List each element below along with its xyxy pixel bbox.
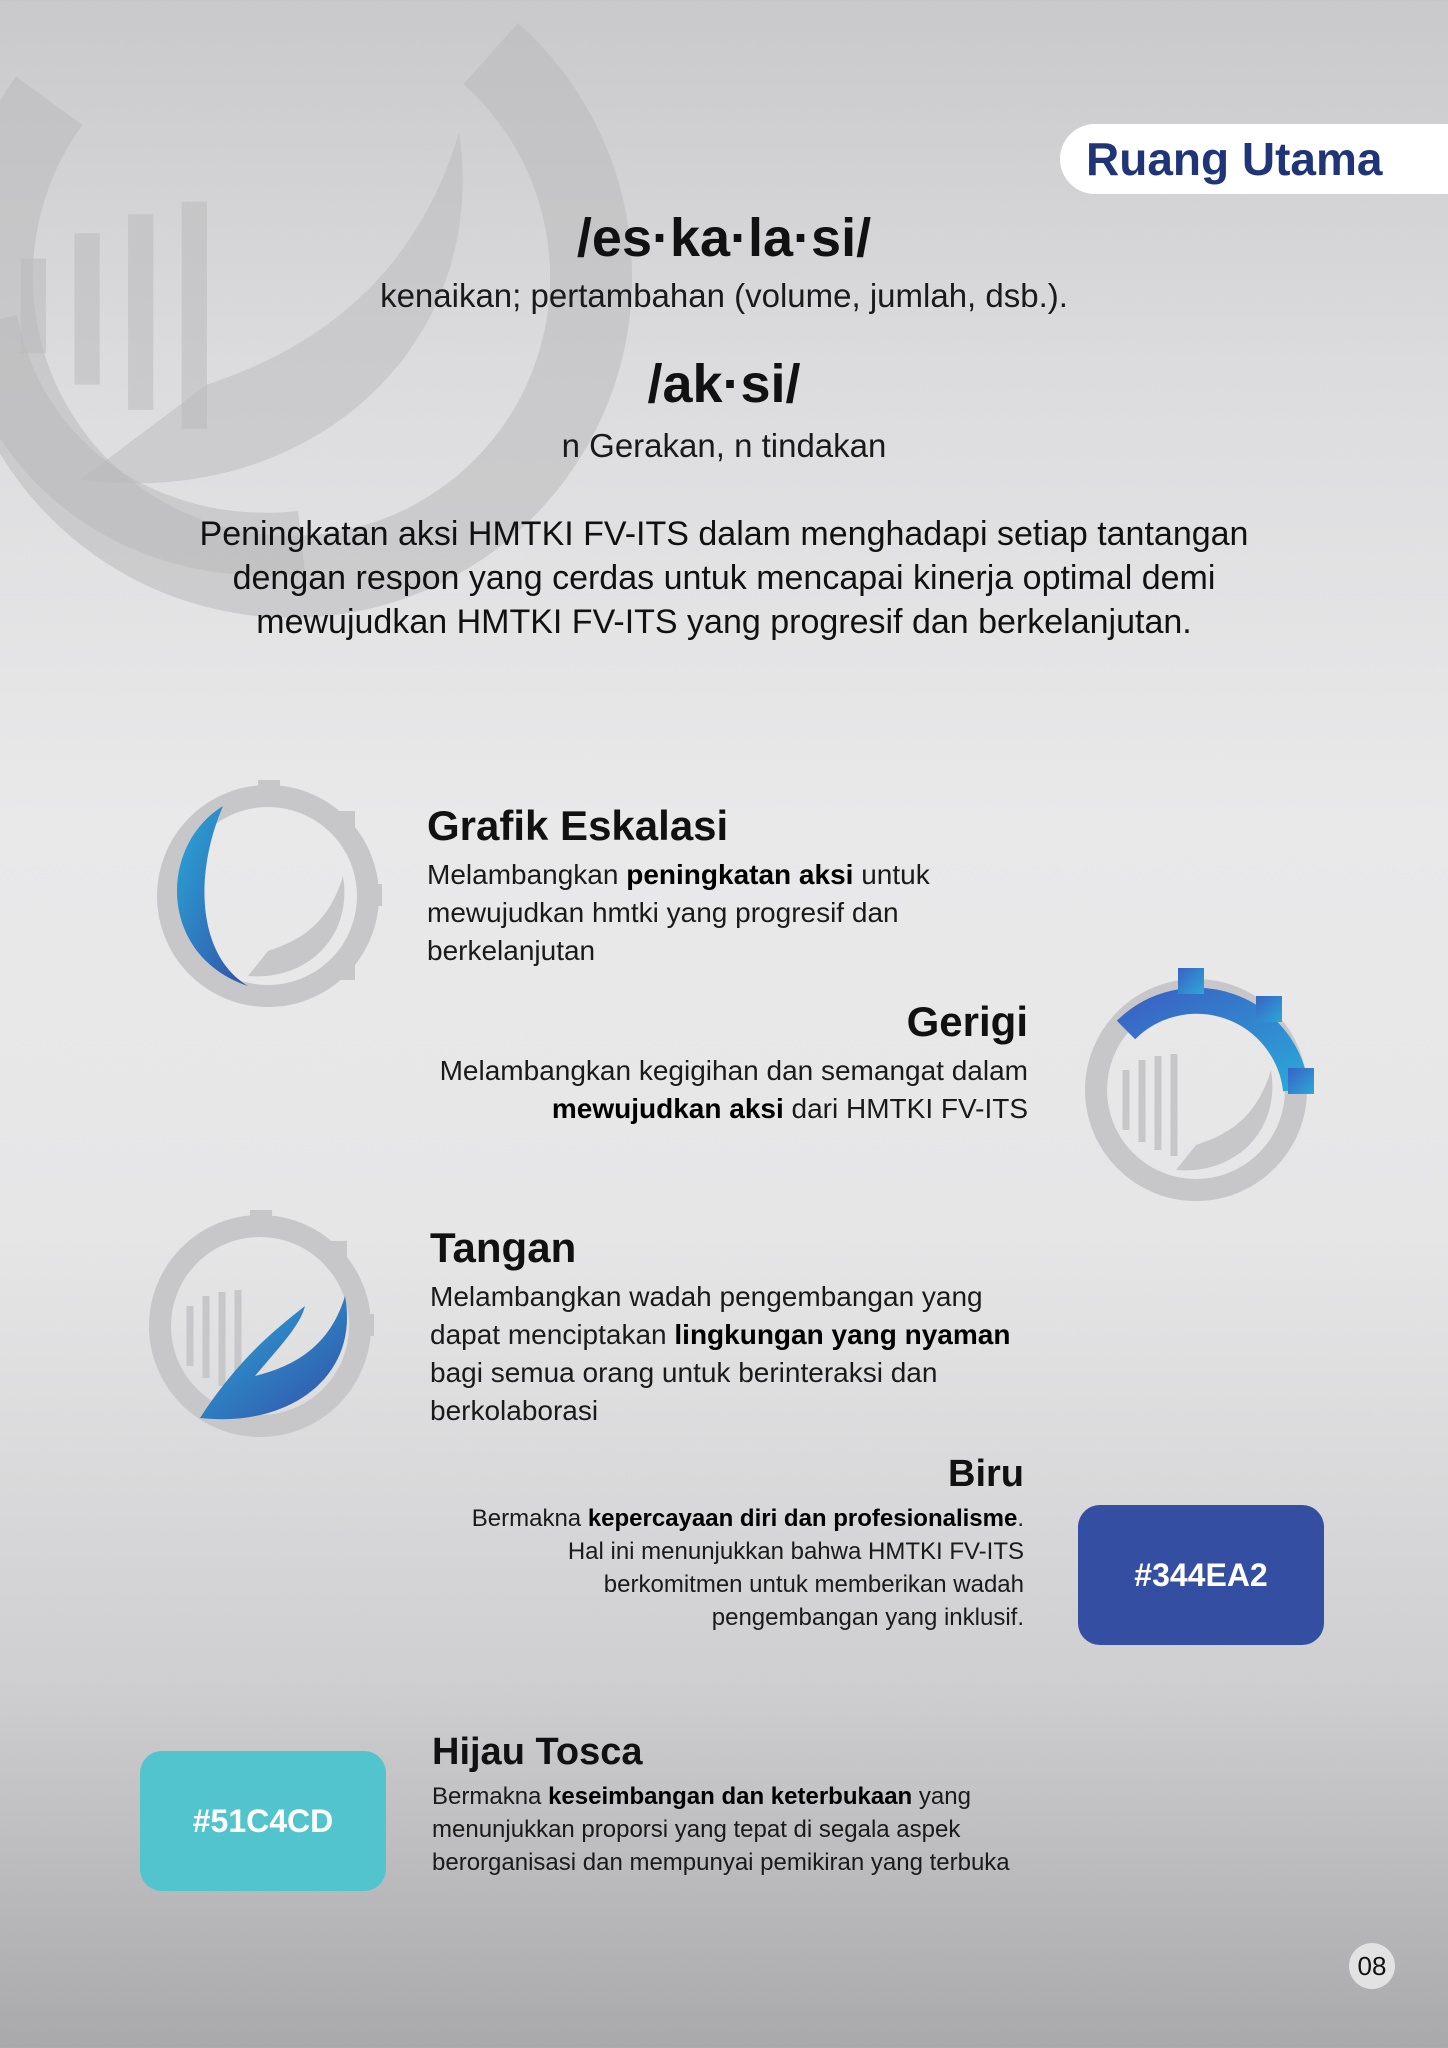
section-description: Melambangkan wadah pengembangan yang dapat menciptakan lingkungan yang nyaman bagi semua orang untuk berinteraksi dan berkolaborasi bbox=[430, 1281, 1011, 1426]
page-number: 08 bbox=[1349, 1943, 1395, 1989]
section-title: Tangan bbox=[430, 1224, 577, 1271]
section-hijau-tosca bbox=[432, 1728, 1032, 1879]
term-aksi: /ak·si/ bbox=[647, 354, 801, 414]
section-description: Bermakna kepercayaan diri dan profesionalisme. Hal ini menunjukkan bahwa HMTKI FV-ITS berkomitmen untuk memberikan wadah pengembangan yang inklusif. bbox=[471, 1505, 1024, 1631]
section-tangan bbox=[430, 1222, 1030, 1430]
section-grafik-eskalasi bbox=[427, 800, 1047, 970]
grafik-eskalasi-icon bbox=[138, 766, 398, 1026]
swatch-tosca: #51C4CD bbox=[140, 1751, 386, 1891]
section-title: Biru bbox=[948, 1453, 1024, 1495]
swatch-blue: #344EA2 bbox=[1078, 1505, 1324, 1645]
section-tag: Ruang Utama bbox=[1060, 124, 1448, 194]
definition-eskalasi: kenaikan; pertambahan (volume, jumlah, dsb.). bbox=[380, 277, 1068, 314]
section-description: Melambangkan kegigihan dan semangat dalam mewujudkan aksi dari HMTKI FV-ITS bbox=[439, 1055, 1028, 1124]
gerigi-icon bbox=[1066, 960, 1326, 1220]
section-title: Gerigi bbox=[906, 998, 1028, 1045]
section-biru bbox=[440, 1450, 1024, 1634]
section-description: Melambangkan peningkatan aksi untuk mewujudkan hmtki yang progresif dan berkelanjutan bbox=[427, 859, 930, 966]
tangan-icon bbox=[130, 1196, 390, 1456]
term-eskalasi: /es·ka·la·si/ bbox=[576, 208, 872, 268]
section-title: Grafik Eskalasi bbox=[427, 802, 729, 849]
section-description: Bermakna keseimbangan dan keterbukaan yang menunjukkan proporsi yang tepat di segala aspek berorganisasi dan mempunyai pemikiran yang terbuka bbox=[432, 1783, 1010, 1876]
section-gerigi bbox=[420, 996, 1028, 1128]
definition-aksi: n Gerakan, n tindakan bbox=[561, 427, 887, 464]
summary-paragraph: Peningkatan aksi HMTKI FV-ITS dalam menghadapi setiap tantangan dengan respon yang cerdas untuk mencapai kinerja optimal demi mewujudkan HMTKI FV-ITS yang progresif dan berkelanjutan. bbox=[199, 515, 1249, 641]
section-title: Hijau Tosca bbox=[432, 1731, 643, 1773]
